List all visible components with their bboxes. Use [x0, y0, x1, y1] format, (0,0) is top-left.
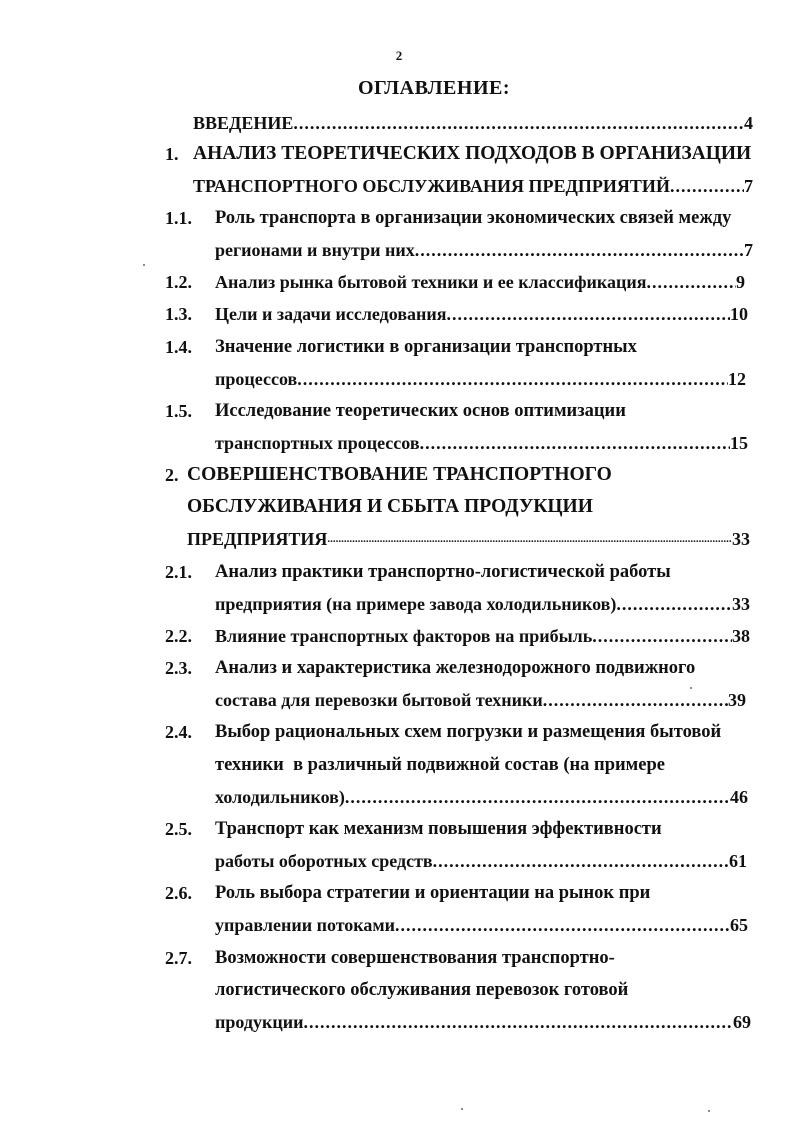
toc-entry-title: работы оборотных средств	[215, 851, 433, 871]
toc-entry-number: 1.	[165, 144, 179, 164]
toc-entry-title: ПРЕДПРИЯТИЯ	[187, 529, 328, 549]
toc-entry-1-1	[215, 238, 753, 262]
leader-dots	[327, 527, 732, 551]
scan-speck	[461, 1108, 463, 1110]
toc-entry-2-6	[215, 913, 748, 937]
toc-entry-page: 10	[730, 304, 748, 324]
leader-dots	[345, 785, 730, 809]
toc-entry-title: ТРАНСПОРТНОГО ОБСЛУЖИВАНИЯ ПРЕДПРИЯТИЙ	[193, 176, 670, 196]
toc-entry-chapter-2	[187, 527, 750, 551]
toc-entry-number: 1.1.	[165, 208, 192, 228]
toc-entry-number: 1.4.	[165, 337, 192, 357]
leader-dots	[592, 624, 732, 648]
toc-entry-title: процессов	[215, 369, 298, 389]
toc-entry-page: 33	[732, 529, 750, 549]
toc-entry-title: холодильников)	[215, 787, 345, 807]
toc-entry-2-5	[215, 849, 747, 873]
leader-dots	[420, 431, 730, 455]
leader-dots	[646, 270, 736, 294]
toc-entry-number: 2.2.	[165, 626, 192, 646]
toc-entry-2-3	[215, 688, 746, 712]
toc-entry-page: 38	[732, 626, 750, 646]
toc-entry-title-line: Возможности совершенствования транспортно-	[215, 948, 615, 968]
leader-dots	[293, 111, 744, 135]
scan-speck	[690, 687, 692, 689]
toc-entry-1-5	[215, 431, 748, 455]
toc-entry-page: 33	[732, 594, 750, 614]
toc-entry-title: предприятия (на примере завода холодильников)	[215, 594, 617, 614]
toc-entry-title: ВВЕДЕНИЕ	[193, 113, 294, 133]
toc-entry-number: 2.1.	[165, 562, 192, 582]
toc-entry-page: 39	[728, 690, 746, 710]
toc-entry-title-line: Роль выбора стратегии и ориентации на рынок при	[215, 883, 651, 903]
toc-entry-2-4	[215, 785, 748, 809]
toc-entry-page: 12	[728, 369, 746, 389]
toc-entry-number: 1.2.	[165, 272, 192, 292]
toc-title: ОГЛАВЛЕНИЕ:	[357, 77, 511, 99]
toc-entry-title: состава для перевозки бытовой техники	[215, 690, 543, 710]
toc-entry-page: 7	[744, 240, 753, 260]
toc-entry-number: 2.5.	[165, 819, 192, 839]
toc-entry-title: Влияние транспортных факторов на прибыль	[215, 626, 593, 646]
toc-entry-title: Анализ рынка бытовой техники и ее классификация	[215, 272, 647, 292]
toc-entry-title-line: ОБСЛУЖИВАНИЯ И СБЫТА ПРОДУКЦИИ	[187, 496, 593, 517]
toc-entry-title: регионами и внутри них	[215, 240, 415, 260]
leader-dots	[616, 592, 732, 616]
toc-entry-page: 65	[730, 915, 748, 935]
toc-entry-title-line: АНАЛИЗ ТЕОРЕТИЧЕСКИХ ПОДХОДОВ В ОРГАНИЗАЦИИ	[193, 143, 752, 164]
toc-entry-title-line: Выбор рациональных схем погрузки и размещения бытовой	[215, 722, 722, 742]
toc-entry-1-2	[215, 270, 745, 294]
leader-dots	[297, 367, 728, 391]
toc-entry-number: 2.3.	[165, 658, 192, 678]
toc-entry-page: 69	[733, 1012, 751, 1032]
toc-entry-number: 2.7.	[165, 948, 192, 968]
toc-entry-title-line: Значение логистики в организации транспортных	[215, 337, 637, 357]
leader-dots	[543, 688, 728, 712]
toc-entry-1-3	[215, 302, 748, 326]
toc-entry-number: 1.3.	[165, 304, 192, 324]
toc-entry-number: 2.6.	[165, 883, 192, 903]
toc-entry-title-line: Анализ практики транспортно-логистической работы	[215, 562, 671, 582]
leader-dots	[433, 849, 729, 873]
toc-entry-1-4	[215, 367, 746, 391]
toc-entry-number: 2.	[165, 465, 179, 485]
toc-entry-page: 46	[730, 787, 748, 807]
leader-dots	[395, 913, 730, 937]
toc-entry-title-line: СОВЕРШЕНСТВОВАНИЕ ТРАНСПОРТНОГО	[187, 464, 612, 485]
toc-entry-page: 61	[729, 851, 747, 871]
toc-entry-title-line: Транспорт как механизм повышения эффективности	[215, 819, 662, 839]
toc-entry-title-line: логистического обслуживания перевозок готовой	[215, 980, 629, 1000]
toc-entry-page: 15	[730, 433, 748, 453]
leader-dots	[447, 302, 730, 326]
toc-entry-chapter-1	[193, 174, 753, 198]
page-number: 2	[395, 48, 403, 63]
toc-entry-intro	[193, 111, 753, 135]
toc-entry-title-line: Роль транспорта в организации экономических связей между	[215, 208, 732, 228]
toc-entry-title-line: техники в различный подвижной состав (на примере	[215, 755, 665, 775]
leader-dots	[415, 238, 744, 262]
toc-entry-page: 9	[736, 272, 745, 292]
leader-dots	[303, 1010, 733, 1034]
toc-entry-number: 2.4.	[165, 722, 192, 742]
toc-entry-title: управлении потоками	[215, 915, 396, 935]
toc-entry-2-1	[215, 592, 750, 616]
toc-entry-title: транспортных процессов	[215, 433, 420, 453]
scan-speck	[143, 264, 145, 266]
toc-entry-page: 4	[744, 113, 753, 133]
toc-entry-title-line: Исследование теоретических основ оптимизации	[215, 401, 626, 421]
scan-speck	[708, 1110, 710, 1112]
toc-entry-2-2	[215, 624, 750, 648]
toc-entry-2-7	[215, 1010, 751, 1034]
leader-dots	[670, 174, 744, 198]
toc-entry-title: продукции	[215, 1012, 304, 1032]
toc-entry-title-line: Анализ и характеристика железнодорожного подвижного	[215, 658, 696, 678]
toc-entry-number: 1.5.	[165, 401, 192, 421]
toc-entry-title: Цели и задачи исследования	[215, 304, 447, 324]
toc-entry-page: 7	[744, 176, 753, 196]
